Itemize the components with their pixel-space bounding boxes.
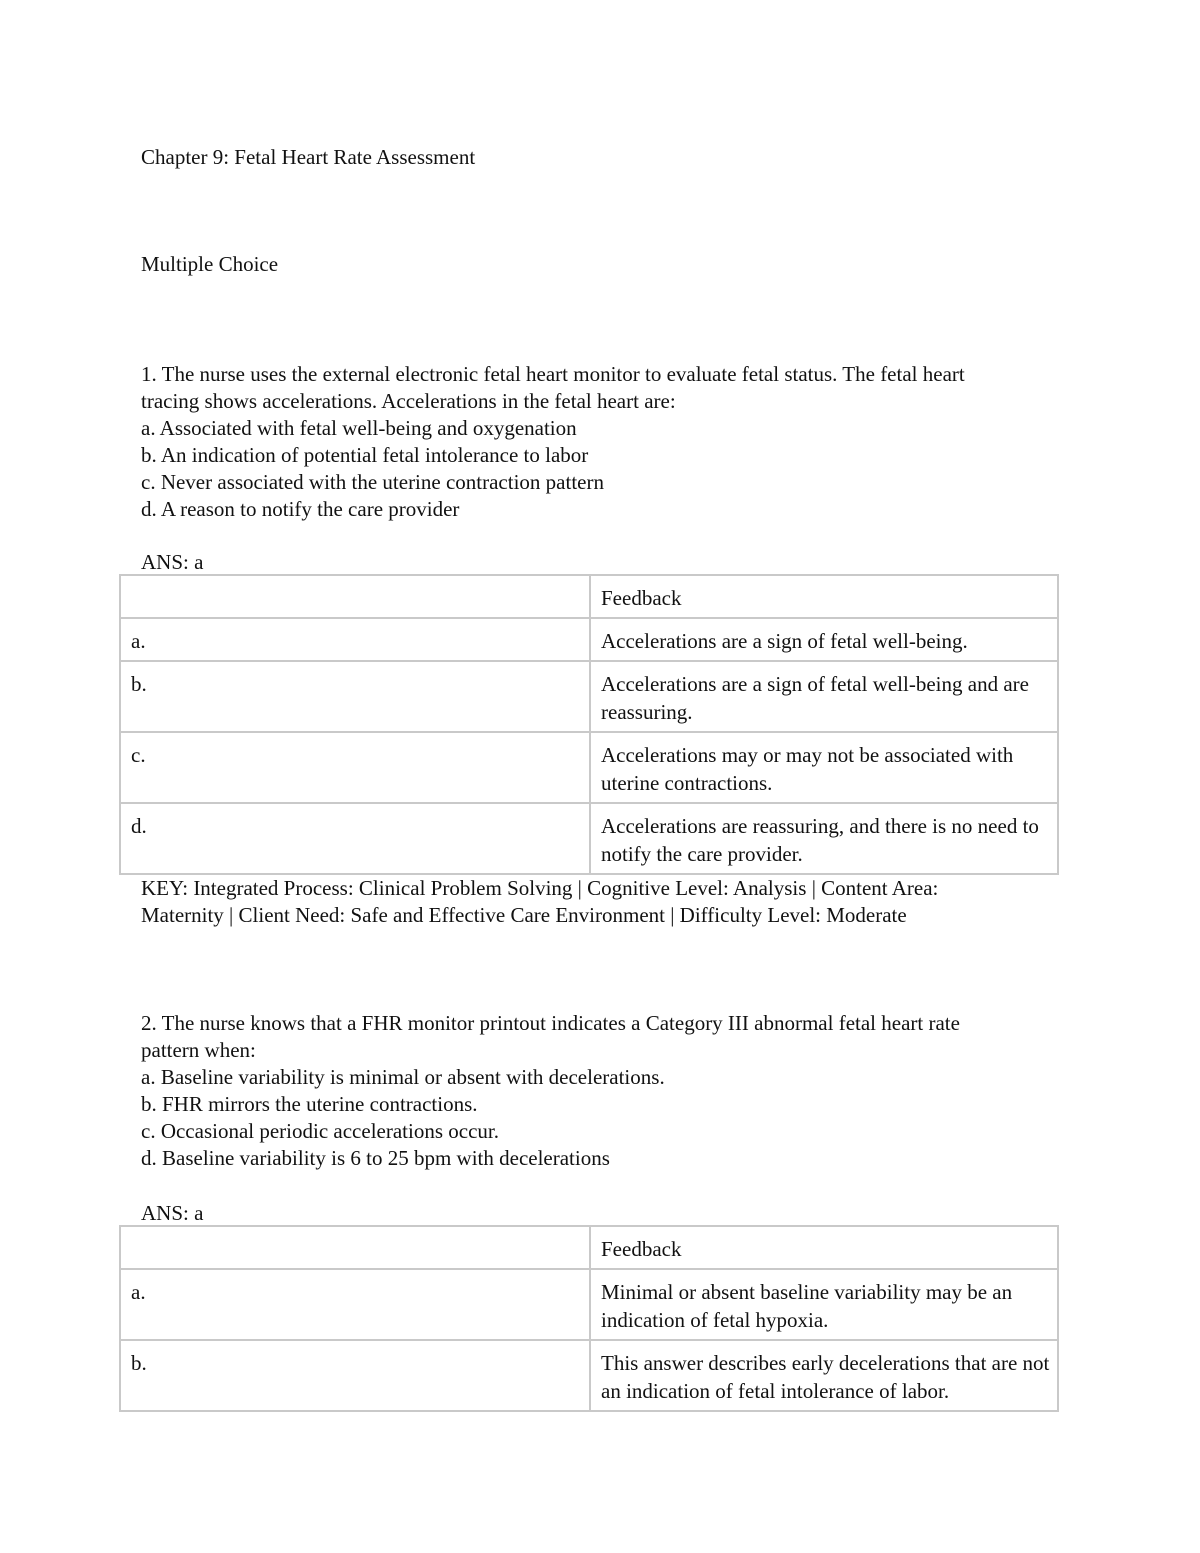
feedback-text: Accelerations are reassuring, and there is no need to notify the care provider. [590, 803, 1058, 874]
option-letter: c. [120, 732, 590, 803]
key-line: Maternity | Client Need: Safe and Effective Care Environment | Difficulty Level: Moderate [141, 903, 907, 927]
key-line: KEY: Integrated Process: Clinical Problem Solving | Cognitive Level: Analysis | Content Area: [141, 876, 939, 900]
feedback-header: Feedback [590, 1226, 1058, 1269]
answer-option: a. Associated with fetal well-being and oxygenation [141, 416, 577, 440]
table-row [120, 1269, 1058, 1340]
feedback-header: Feedback [590, 575, 1058, 618]
question-stem-line: tracing shows accelerations. Accelerations in the fetal heart are: [141, 389, 676, 413]
option-letter: a. [120, 618, 590, 661]
option-letter: b. [120, 661, 590, 732]
feedback-text: Accelerations are a sign of fetal well-being and are reassuring. [590, 661, 1058, 732]
table-row [120, 661, 1058, 732]
answer-option: b. FHR mirrors the uterine contractions. [141, 1092, 478, 1116]
feedback-table [119, 574, 1059, 875]
answer-option: c. Occasional periodic accelerations occur. [141, 1119, 499, 1143]
question-1-key [141, 875, 1081, 929]
answer-option: a. Baseline variability is minimal or absent with decelerations. [141, 1065, 665, 1089]
section-title: Multiple Choice [141, 252, 279, 276]
feedback-text: Accelerations may or may not be associated with uterine contractions. [590, 732, 1058, 803]
table-row [120, 1340, 1058, 1411]
table-cell-empty [120, 1226, 590, 1269]
question-stem-line: 1. The nurse uses the external electronic fetal heart monitor to evaluate fetal status. The fetal heart [141, 362, 965, 386]
answer-option: d. A reason to notify the care provider [141, 497, 460, 521]
table-cell-empty [120, 575, 590, 618]
chapter-title: Chapter 9: Fetal Heart Rate Assessment [141, 145, 476, 169]
question-stem-line: 2. The nurse knows that a FHR monitor printout indicates a Category III abnormal fetal heart rate [141, 1011, 960, 1035]
table-row [120, 575, 1058, 618]
feedback-text: Minimal or absent baseline variability may be an indication of fetal hypoxia. [590, 1269, 1058, 1340]
feedback-text: This answer describes early decelerations that are not an indication of fetal intolerance of labor. [590, 1340, 1058, 1411]
table-row [120, 1226, 1058, 1269]
answer-option: d. Baseline variability is 6 to 25 bpm with decelerations [141, 1146, 610, 1170]
table-row [120, 618, 1058, 661]
question-1 [141, 361, 1081, 523]
option-letter: d. [120, 803, 590, 874]
question-2 [141, 1010, 1081, 1172]
feedback-table [119, 1225, 1059, 1412]
answer-option: c. Never associated with the uterine contraction pattern [141, 470, 604, 494]
question-stem-line: pattern when: [141, 1038, 256, 1062]
table-row [120, 732, 1058, 803]
answer-line: ANS: a [141, 550, 204, 574]
answer-option: b. An indication of potential fetal intolerance to labor [141, 443, 589, 467]
option-letter: b. [120, 1340, 590, 1411]
table-row [120, 803, 1058, 874]
feedback-text: Accelerations are a sign of fetal well-being. [590, 618, 1058, 661]
option-letter: a. [120, 1269, 590, 1340]
answer-line: ANS: a [141, 1201, 204, 1225]
